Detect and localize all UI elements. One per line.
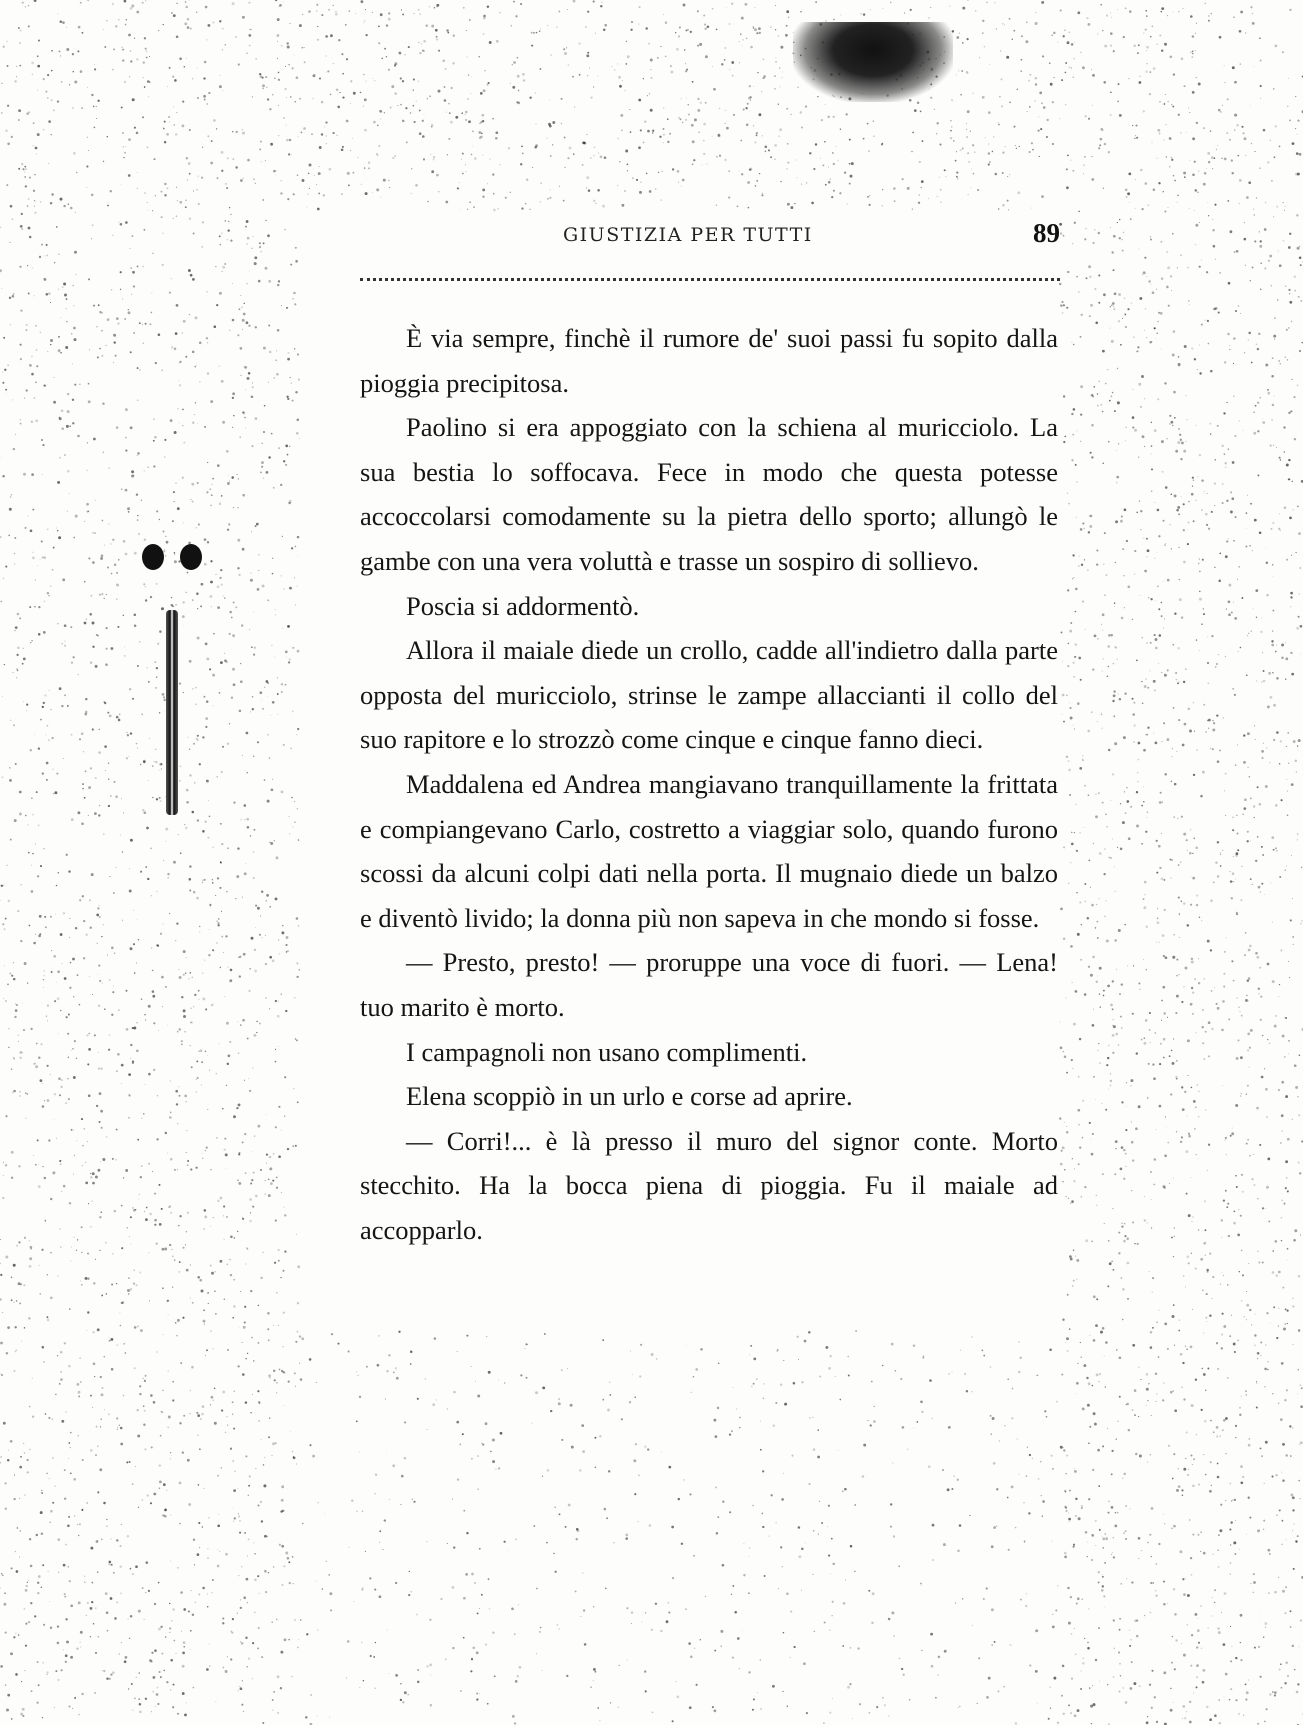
paragraph: — Presto, presto! — proruppe una voce di fuori. — Lena! tuo marito è morto. [360, 947, 1058, 1022]
binding-mark [166, 610, 178, 815]
paragraph: Poscia si addormentò. [406, 590, 640, 621]
header-rule [360, 278, 1060, 281]
paragraph: Maddalena ed Andrea mangiavano tranquillamente la frittata e compiangevano Carlo, costretto a viaggiar solo, quando furono scossi da alcuni colpi dati nella porta. Il mugnaio diede un balzo e diventò livido; la donna più non sapeva in che mondo si fosse. [360, 768, 1058, 933]
page-number: 89 [1033, 218, 1060, 248]
binding-holes [138, 540, 208, 574]
paragraph: È via sempre, finchè il rumore de' suoi passi fu sopito dalla pioggia precipitosa. [360, 323, 1058, 398]
paragraph: I campagnoli non usano complimenti. [406, 1036, 808, 1067]
body-text [360, 316, 1058, 1252]
ink-smudge [793, 22, 953, 102]
paragraph: Allora il maiale diede un crollo, cadde all'indietro dalla parte opposta del muricciolo, strinse le zampe allaccianti il collo del suo rapitore e lo strozzò come cinque e cinque fanno dieci. [360, 635, 1058, 755]
paragraph: Elena scoppiò in un urlo e corse ad aprire. [406, 1081, 853, 1112]
paragraph: — Corri!... è là presso il muro del signor conte. Morto stecchito. Ha la bocca piena di pioggia. Fu il maiale ad accopparlo. [360, 1125, 1058, 1245]
paragraph: Paolino si era appoggiato con la schiena al muricciolo. La sua bestia lo soffocava. Fece in modo che questa potesse accoccolarsi comodamente su la pietra dello sporto; allungò le gambe con una vera voluttà e trasse un sospiro di sollievo. [360, 412, 1058, 576]
running-head [360, 218, 1060, 254]
running-title: GIUSTIZIA PER TUTTI [563, 224, 813, 246]
